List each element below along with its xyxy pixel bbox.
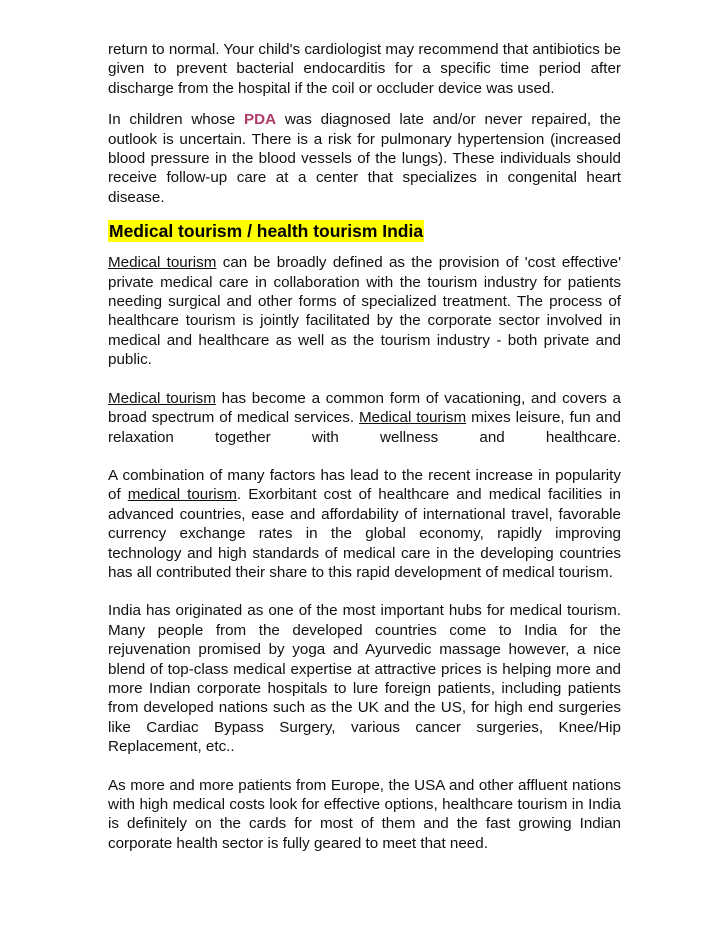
- paragraph-definition: [108, 253, 621, 369]
- paragraph-india-hub: India has originated as one of the most important hubs for medical tourism. Many people from the developed countries come to India for the rejuvenation promised by yoga and Ayurvedic massage however, a nice blend of top-class medical expertise at attractive prices is helping more and more Indian corporate hospitals to lure foreign patients, including patients from developed nations such as the UK and the US, for high end surgeries like Cardiac Bypass Surgery, various cancer surgeries, Knee/Hip Replacement, etc..: [108, 602, 621, 756]
- definition-text: can be broadly defined as the provision of 'cost effective' private medical care in collaboration with the tourism industry for patients needing surgical and other forms of specialized treatment. The process of healthcare tourism is jointly facilitated by the corporate sector involved in medical and healthcare as well as the tourism industry - both private and public.: [108, 254, 621, 369]
- section-heading: Medical tourism / health tourism India: [109, 221, 424, 242]
- medical-tourism-link[interactable]: Medical tourism: [108, 389, 216, 407]
- medical-tourism-link[interactable]: Medical tourism: [359, 409, 467, 427]
- paragraph-vacationing: [108, 389, 621, 447]
- factors-intro-text: A combination of many factors has lead to the recent increase in popularity of: [108, 466, 621, 504]
- vacationing-text: has become a common form of vacationing, and covers a broad spectrum of medical services.: [108, 389, 621, 427]
- section-heading-wrap: [108, 220, 621, 242]
- pda-term: PDA: [244, 111, 277, 129]
- pda-intro-text: In children whose: [108, 111, 244, 129]
- medical-tourism-link[interactable]: medical tourism: [127, 486, 237, 504]
- pda-outlook-text: was diagnosed late and/or never repaired, the outlook is uncertain. There is a risk for pulmonary hypertension (increased blood pressure in the blood vessels of the lungs). These individuals should receive follow-up care at a center that specializes in congenital heart disease.: [108, 111, 621, 206]
- factors-text: . Exorbitant cost of healthcare and medical facilities in advanced countries, ease and affordability of international travel, favorable currency exchange rates in the global economy, rapidly improving technology and high standards of medical care in the developing countries has all contributed their share to this rapid development of medical tourism.: [108, 486, 621, 581]
- paragraph-endocarditis: return to normal. Your child's cardiologist may recommend that antibiotics be given to prevent bacterial endocarditis for a specific time period after discharge from the hospital if the coil or occluder device was used.: [108, 41, 621, 97]
- leisure-text: mixes leisure, fun and relaxation together with wellness and healthcare.: [108, 409, 622, 446]
- paragraph-pda-outlook: [108, 110, 621, 207]
- paragraph-factors: [108, 466, 621, 582]
- paragraph-affluent-nations: As more and more patients from Europe, the USA and other affluent nations with high medical costs look for effective options, healthcare tourism in India is definitely on the cards for most of them and the fast growing Indian corporate health sector is fully geared to meet that need.: [108, 776, 621, 852]
- medical-tourism-link[interactable]: Medical tourism: [108, 254, 217, 272]
